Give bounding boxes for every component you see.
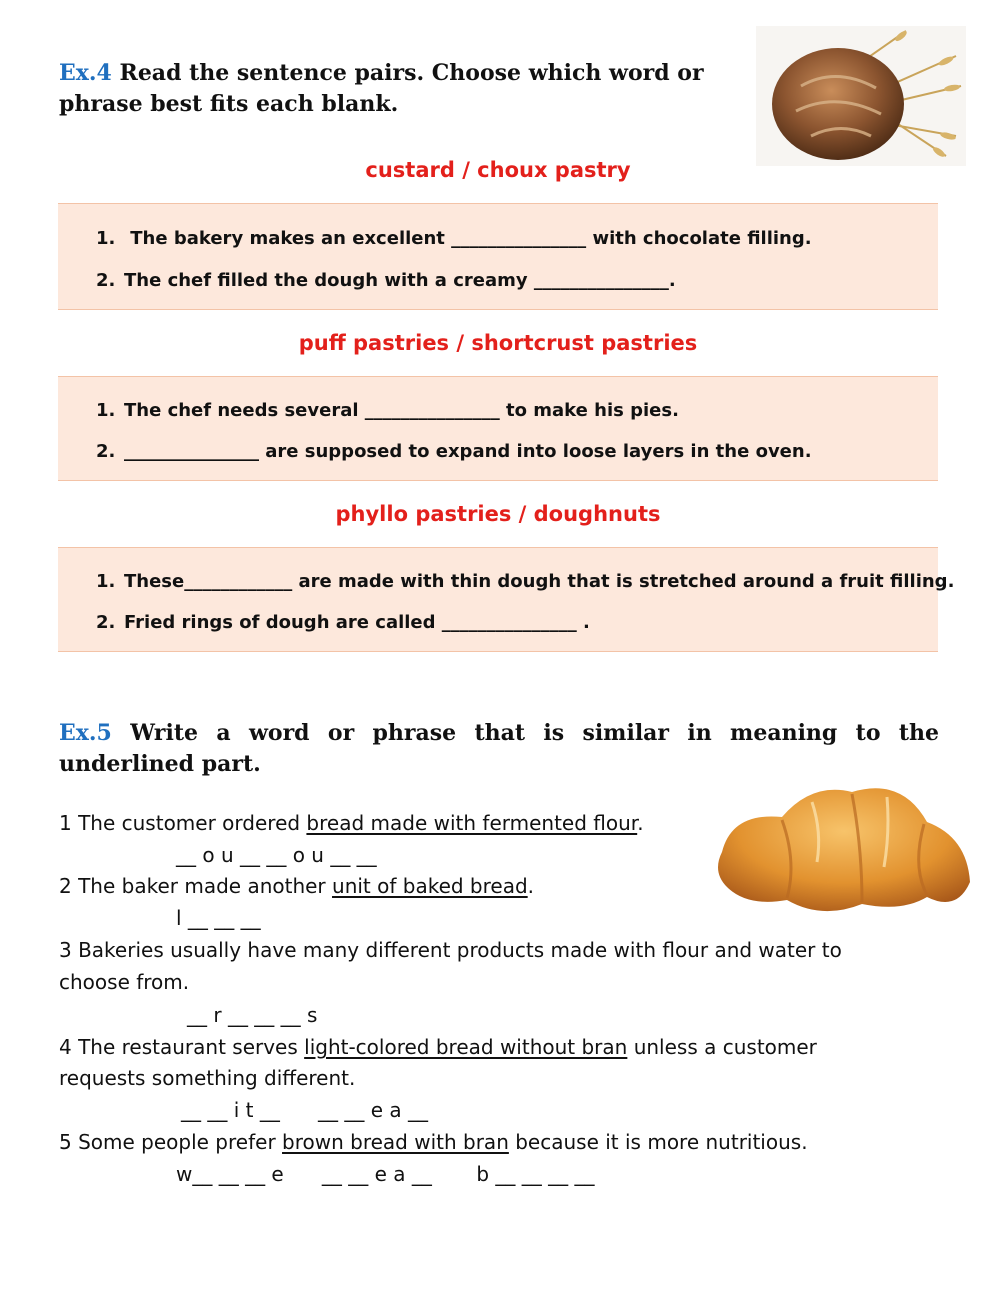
ex4-heading: [59, 58, 719, 120]
question-line: 2 The baker made another unit of baked bread.: [59, 874, 535, 898]
question-line: 4 The restaurant serves light-colored bread without bran unless a customer: [59, 1035, 817, 1059]
letter-hint: l __ __ __: [176, 906, 261, 930]
ex5-instruction: Write a word or phrase that is similar in meaning to the underlined part.: [59, 720, 939, 777]
sentence: 2. The chef filled the dough with a creamy _______________.: [96, 270, 676, 291]
sentence-pair-box: [58, 547, 955, 652]
sentence-pair-box: [58, 376, 938, 481]
bread-loaf-image: [756, 26, 966, 166]
question-line: 5 Some people prefer brown bread with bran because it is more nutritious.: [59, 1130, 808, 1154]
ex4-number: Ex.4: [59, 60, 112, 86]
word-pair-title: custard / choux pastry: [365, 158, 631, 182]
sentence: 1. These____________ are made with thin dough that is stretched around a fruit filling.: [96, 571, 955, 592]
letter-hint: __ o u __ __ o u __ __: [176, 843, 377, 867]
ex5-heading: [59, 718, 939, 780]
sentence-pair-box: [58, 203, 938, 310]
letter-hint: __ r __ __ __ s: [187, 1003, 318, 1027]
ex4-instruction: Read the sentence pairs. Choose which word or phrase best fits each blank.: [59, 60, 704, 117]
sentence: 1. The bakery makes an excellent _______________ with chocolate filling.: [96, 228, 812, 249]
word-pair-title: puff pastries / shortcrust pastries: [298, 331, 698, 355]
question-line: 3 Bakeries usually have many different products made with flour and water to: [59, 938, 842, 962]
question-line: 1 The customer ordered bread made with fermented flour.: [59, 811, 644, 835]
sentence: 2. Fried rings of dough are called _______________ .: [96, 612, 590, 633]
underlined-phrase: brown bread with bran: [282, 1130, 509, 1154]
underlined-phrase: light-colored bread without bran: [304, 1035, 628, 1059]
croissant-image: [712, 772, 976, 922]
word-pair-title: phyllo pastries / doughnuts: [335, 502, 661, 526]
letter-hint: w__ __ __ e __ __ e a __ b __ __ __ __: [176, 1162, 595, 1186]
sentence: 1. The chef needs several _______________ to make his pies.: [96, 400, 679, 421]
ex5-number: Ex.5: [59, 720, 112, 746]
sentence: 2. _______________ are supposed to expand into loose layers in the oven.: [96, 441, 812, 462]
letter-hint: __ __ i t __ __ __ e a __: [181, 1098, 428, 1122]
question-line: requests something different.: [59, 1066, 356, 1090]
underlined-phrase: unit of baked bread: [332, 874, 528, 898]
question-line: choose from.: [59, 970, 190, 994]
underlined-phrase: bread made with fermented flour: [306, 811, 638, 835]
